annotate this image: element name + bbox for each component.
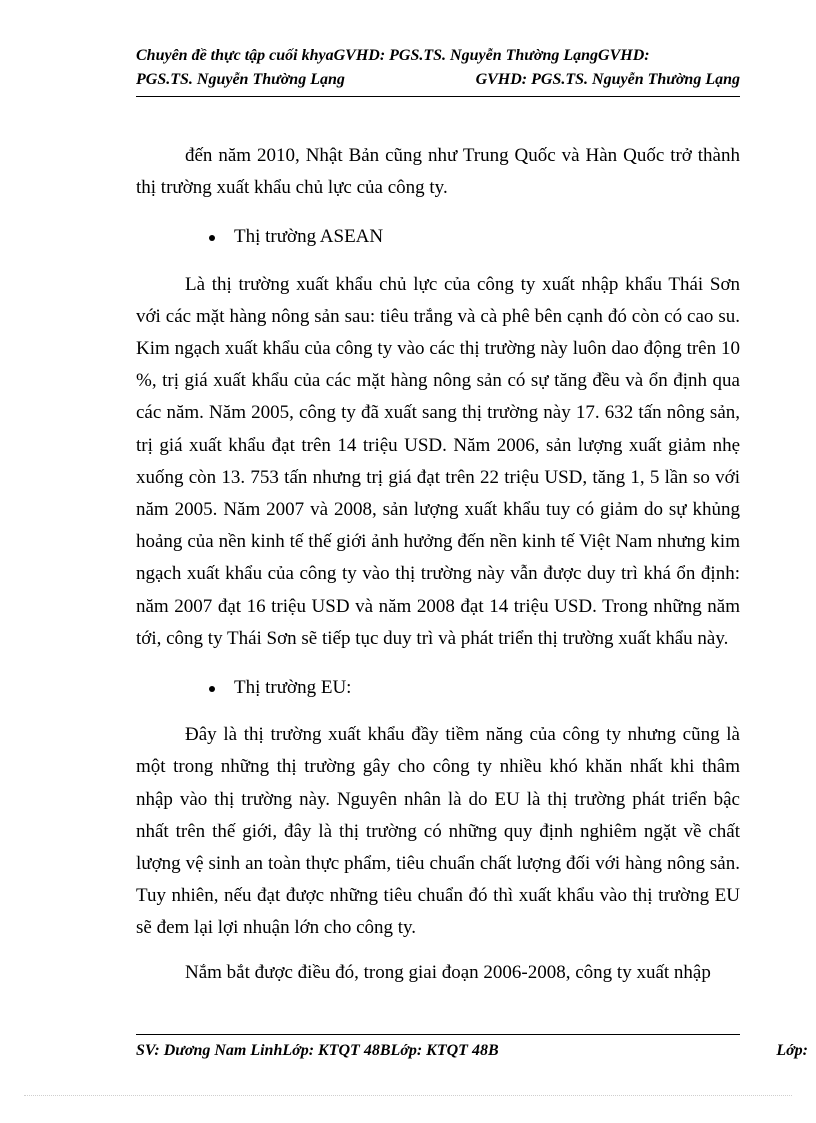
bullet-eu [136,672,740,704]
paragraph-2: Là thị trường xuất khẩu chủ lực của công ty xuất nhập khẩu Thái Sơn với các mặt hàng nông sản sau: tiêu trắng và cà phê bên cạnh đó còn có cao su. Kim ngạch xuất khẩu của công ty vào các thị trường này luôn dao động trên 10 %, trị giá xuất khẩu của các mặt hàng nông sản có sự tăng đều và ổn định qua các năm. Năm 2005, công ty đã xuất sang thị trường này 17. 632 tấn nông sản, trị giá xuất khẩu đạt trên 14 triệu USD. Năm 2006, sản lượng xuất giảm nhẹ xuống còn 13. 753 tấn nhưng trị giá đạt trên 22 triệu USD, tăng 1, 5 lần so với năm 2005. Năm 2007 và 2008, sản lượng xuất khẩu tuy có giảm do sự khủng hoảng của nền kinh tế thế giới ảnh hưởng đến nền kinh tế Việt Nam nhưng kim ngạch xuất khẩu của công ty vào thị trường này vẫn được duy trì khá ổn định: năm 2007 đạt 16 triệu USD và năm 2008 đạt 14 triệu USD. Trong những năm tới, công ty Thái Sơn sẽ tiếp tục duy trì và phát triển thị trường xuất khẩu này. [136,273,740,649]
footer-left: SV: Dương Nam LinhLớp: KTQT 48BLớp: KTQT 48B [136,1042,499,1059]
page-header [136,44,740,97]
paragraph-3: Đây là thị trường xuất khẩu đầy tiềm năng của công ty nhưng cũng là một trong những thị trường gây cho công ty nhiều khó khăn nhất khi thâm nhập vào thị trường này. Nguyên nhân là do EU là thị trường phát triển bậc nhất trên thế giới, đây là thị trường có những quy định nghiêm ngặt về chất lượng vệ sinh an toàn thực phẩm, tiêu chuẩn chất lượng đối với hàng nông sản. Tuy nhiên, nếu đạt được những tiêu chuẩn đó thì xuất khẩu vào thị trường EU sẽ đem lại lợi nhuận lớn cho công ty. [136,724,740,939]
bullet-asean [136,221,740,253]
footer-right: Lớp: [776,1042,808,1059]
bullet-eu-label: Thị trường EU: [234,677,352,699]
document-body [136,140,740,989]
bullet-dot-icon [209,686,215,692]
bullet-asean-label: Thị trường ASEAN [234,226,384,248]
header-line-1: Chuyên đề thực tập cuối khyaGVHD: PGS.TS. Nguyễn Thường LạngGVHD: [136,47,650,64]
page-bottom-dotted-border [24,1095,792,1096]
header-line-2-left: PGS.TS. Nguyễn Thường Lạng [136,71,345,88]
header-line-2-right: GVHD: PGS.TS. Nguyễn Thường Lạng [475,71,740,88]
paragraph-4: Nắm bắt được điều đó, trong giai đoạn 2006-2008, công ty xuất nhập [185,961,711,983]
header-line-2 [136,68,740,92]
footer-divider [136,1034,740,1035]
page-footer [136,1040,812,1062]
paragraph-1: đến năm 2010, Nhật Bản cũng như Trung Quốc và Hàn Quốc trở thành thị trường xuất khẩu chủ lực của công ty. [136,145,740,199]
